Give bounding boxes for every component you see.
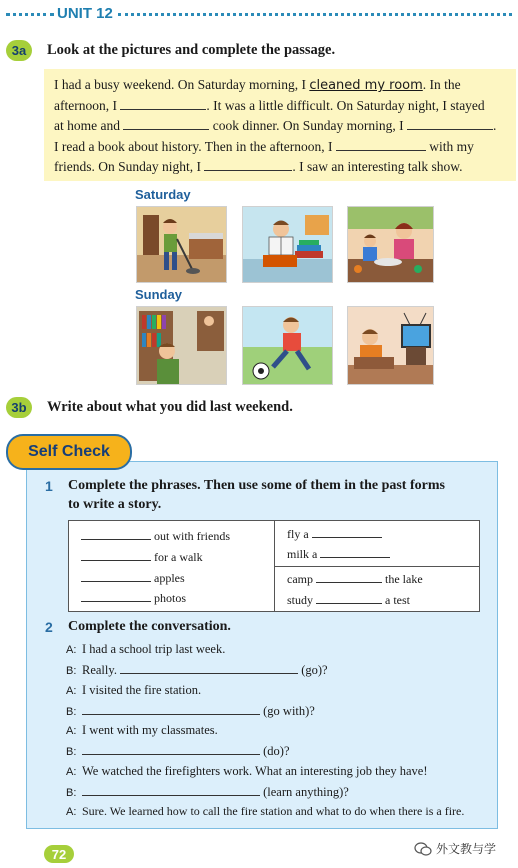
passage-text: . In the: [422, 77, 461, 92]
passage-answer: cleaned my room: [309, 78, 423, 93]
phrase-item: [287, 526, 382, 542]
conversation-text: I visited the fire station.: [82, 683, 202, 697]
section-3b-badge: 3b: [6, 397, 32, 418]
section-3a-instruction: Look at the pictures and complete the passage.: [47, 42, 336, 58]
conversation-hint: (go)?: [301, 663, 328, 677]
passage-blank[interactable]: [204, 159, 292, 171]
phrase-blank[interactable]: [81, 528, 151, 540]
phrase-blank[interactable]: [316, 571, 382, 583]
passage-blank[interactable]: [336, 139, 426, 151]
phrase-text: milk a: [287, 547, 318, 561]
conversation-text: We watched the firefighters work. What an interesting job they have!: [82, 764, 428, 778]
speaker-label: A:: [66, 725, 77, 737]
conversation-blank[interactable]: [82, 743, 260, 755]
watermark: [414, 840, 496, 857]
passage-text: afternoon, I: [54, 98, 117, 113]
question-2-number: 2: [45, 619, 53, 635]
phrases-table: [68, 520, 480, 612]
watermark-text: 外文教与学: [436, 842, 497, 856]
phrase-item: [81, 570, 185, 586]
conversation-blank[interactable]: [82, 703, 260, 715]
passage-text: with my: [429, 139, 474, 154]
conversation-text: Really.: [82, 663, 117, 677]
phrase-text: out with friends: [154, 529, 230, 543]
conversation-line: [66, 784, 349, 800]
saturday-picture-cooking: [347, 206, 434, 283]
wechat-icon: [414, 842, 432, 856]
conversation-hint: (do)?: [263, 744, 290, 758]
question-2-title: Complete the conversation.: [68, 619, 231, 634]
header-dots-left: [6, 13, 54, 16]
passage-text: at home and: [54, 118, 120, 133]
passage-line-1: [54, 77, 461, 93]
table-divider: [274, 566, 479, 567]
section-3a-badge: 3a: [6, 40, 32, 61]
conversation-line: [66, 642, 225, 657]
conversation-line: [66, 723, 218, 738]
phrase-item: [287, 546, 390, 562]
passage-text: I read a book about history. Then in the afternoon, I: [54, 139, 333, 154]
phrase-item: [81, 549, 203, 565]
section-3b-instruction: Write about what you did last weekend.: [47, 399, 293, 415]
phrase-text: the lake: [385, 572, 423, 586]
phrase-blank[interactable]: [81, 549, 151, 561]
phrase-blank[interactable]: [320, 546, 390, 558]
speaker-label: A:: [66, 766, 77, 778]
speaker-label: B:: [66, 787, 77, 799]
passage-blank[interactable]: [120, 98, 206, 110]
phrase-blank[interactable]: [81, 590, 151, 602]
speaker-label: B:: [66, 706, 77, 718]
phrase-text: study: [287, 593, 314, 607]
sunday-picture-library: [136, 306, 227, 385]
conversation-text: I had a school trip last week.: [82, 642, 226, 656]
passage-text: .: [492, 118, 497, 133]
phrase-item: [81, 590, 186, 606]
speaker-label: B:: [66, 665, 77, 677]
self-check-title: Self Check: [6, 434, 132, 470]
speaker-label: B:: [66, 746, 77, 758]
conversation-line: [66, 743, 290, 759]
passage-text: I had a busy weekend. On Saturday morning, I: [54, 77, 310, 92]
sunday-picture-soccer: [242, 306, 333, 385]
phrase-item: [287, 592, 410, 608]
phrase-text: a test: [385, 593, 411, 607]
phrase-blank[interactable]: [312, 526, 382, 538]
conversation-hint: (learn anything)?: [263, 785, 349, 799]
phrase-blank[interactable]: [316, 592, 382, 604]
passage-text: friends. On Sunday night, I: [54, 159, 201, 174]
saturday-picture-cleaning-room: [136, 206, 227, 283]
saturday-label: Saturday: [135, 187, 191, 202]
sunday-label: Sunday: [135, 287, 182, 302]
conversation-blank[interactable]: [82, 784, 260, 796]
speaker-label: A:: [66, 644, 77, 656]
conversation-line: [66, 662, 328, 678]
question-1-number: 1: [45, 478, 53, 494]
conversation-line: [66, 703, 315, 719]
phrase-text: for a walk: [154, 550, 203, 564]
passage-blank[interactable]: [123, 118, 209, 130]
conversation-text: I went with my classmates.: [82, 723, 218, 737]
passage-line-3: [54, 118, 496, 134]
conversation-text: Sure. We learned how to call the fire station and what to do when there is a fire.: [82, 804, 465, 818]
question-1-line-1: Complete the phrases. Then use some of them in the past forms: [68, 478, 445, 493]
saturday-picture-reading: [242, 206, 333, 283]
conversation-line: [66, 804, 464, 819]
conversation-line: [66, 683, 201, 698]
passage-text: . I saw an interesting talk show.: [292, 159, 463, 174]
phrase-text: fly a: [287, 527, 309, 541]
phrase-text: camp: [287, 572, 313, 586]
question-1-line-2: to write a story.: [68, 497, 162, 512]
passage-text: cook dinner. On Sunday morning, I: [212, 118, 404, 133]
phrase-item: [287, 571, 423, 587]
speaker-label: A:: [66, 806, 77, 818]
unit-title: UNIT 12: [57, 5, 113, 22]
conversation-line: [66, 764, 428, 779]
passage-text: . It was a little difficult. On Saturday night, I stayed: [206, 98, 485, 113]
passage-line-2: [54, 98, 485, 114]
page-number: 72: [44, 845, 74, 863]
sunday-picture-watching-tv: [347, 306, 434, 385]
conversation-hint: (go with)?: [263, 704, 315, 718]
speaker-label: A:: [66, 685, 77, 697]
phrase-text: apples: [154, 571, 185, 585]
phrase-blank[interactable]: [81, 570, 151, 582]
passage-line-4: [54, 139, 474, 155]
phrase-item: [81, 528, 230, 544]
header-dots-right: [118, 13, 512, 16]
passage-blank[interactable]: [407, 118, 493, 130]
phrase-text: photos: [154, 591, 187, 605]
conversation-blank[interactable]: [120, 662, 298, 674]
passage-line-5: [54, 159, 462, 175]
